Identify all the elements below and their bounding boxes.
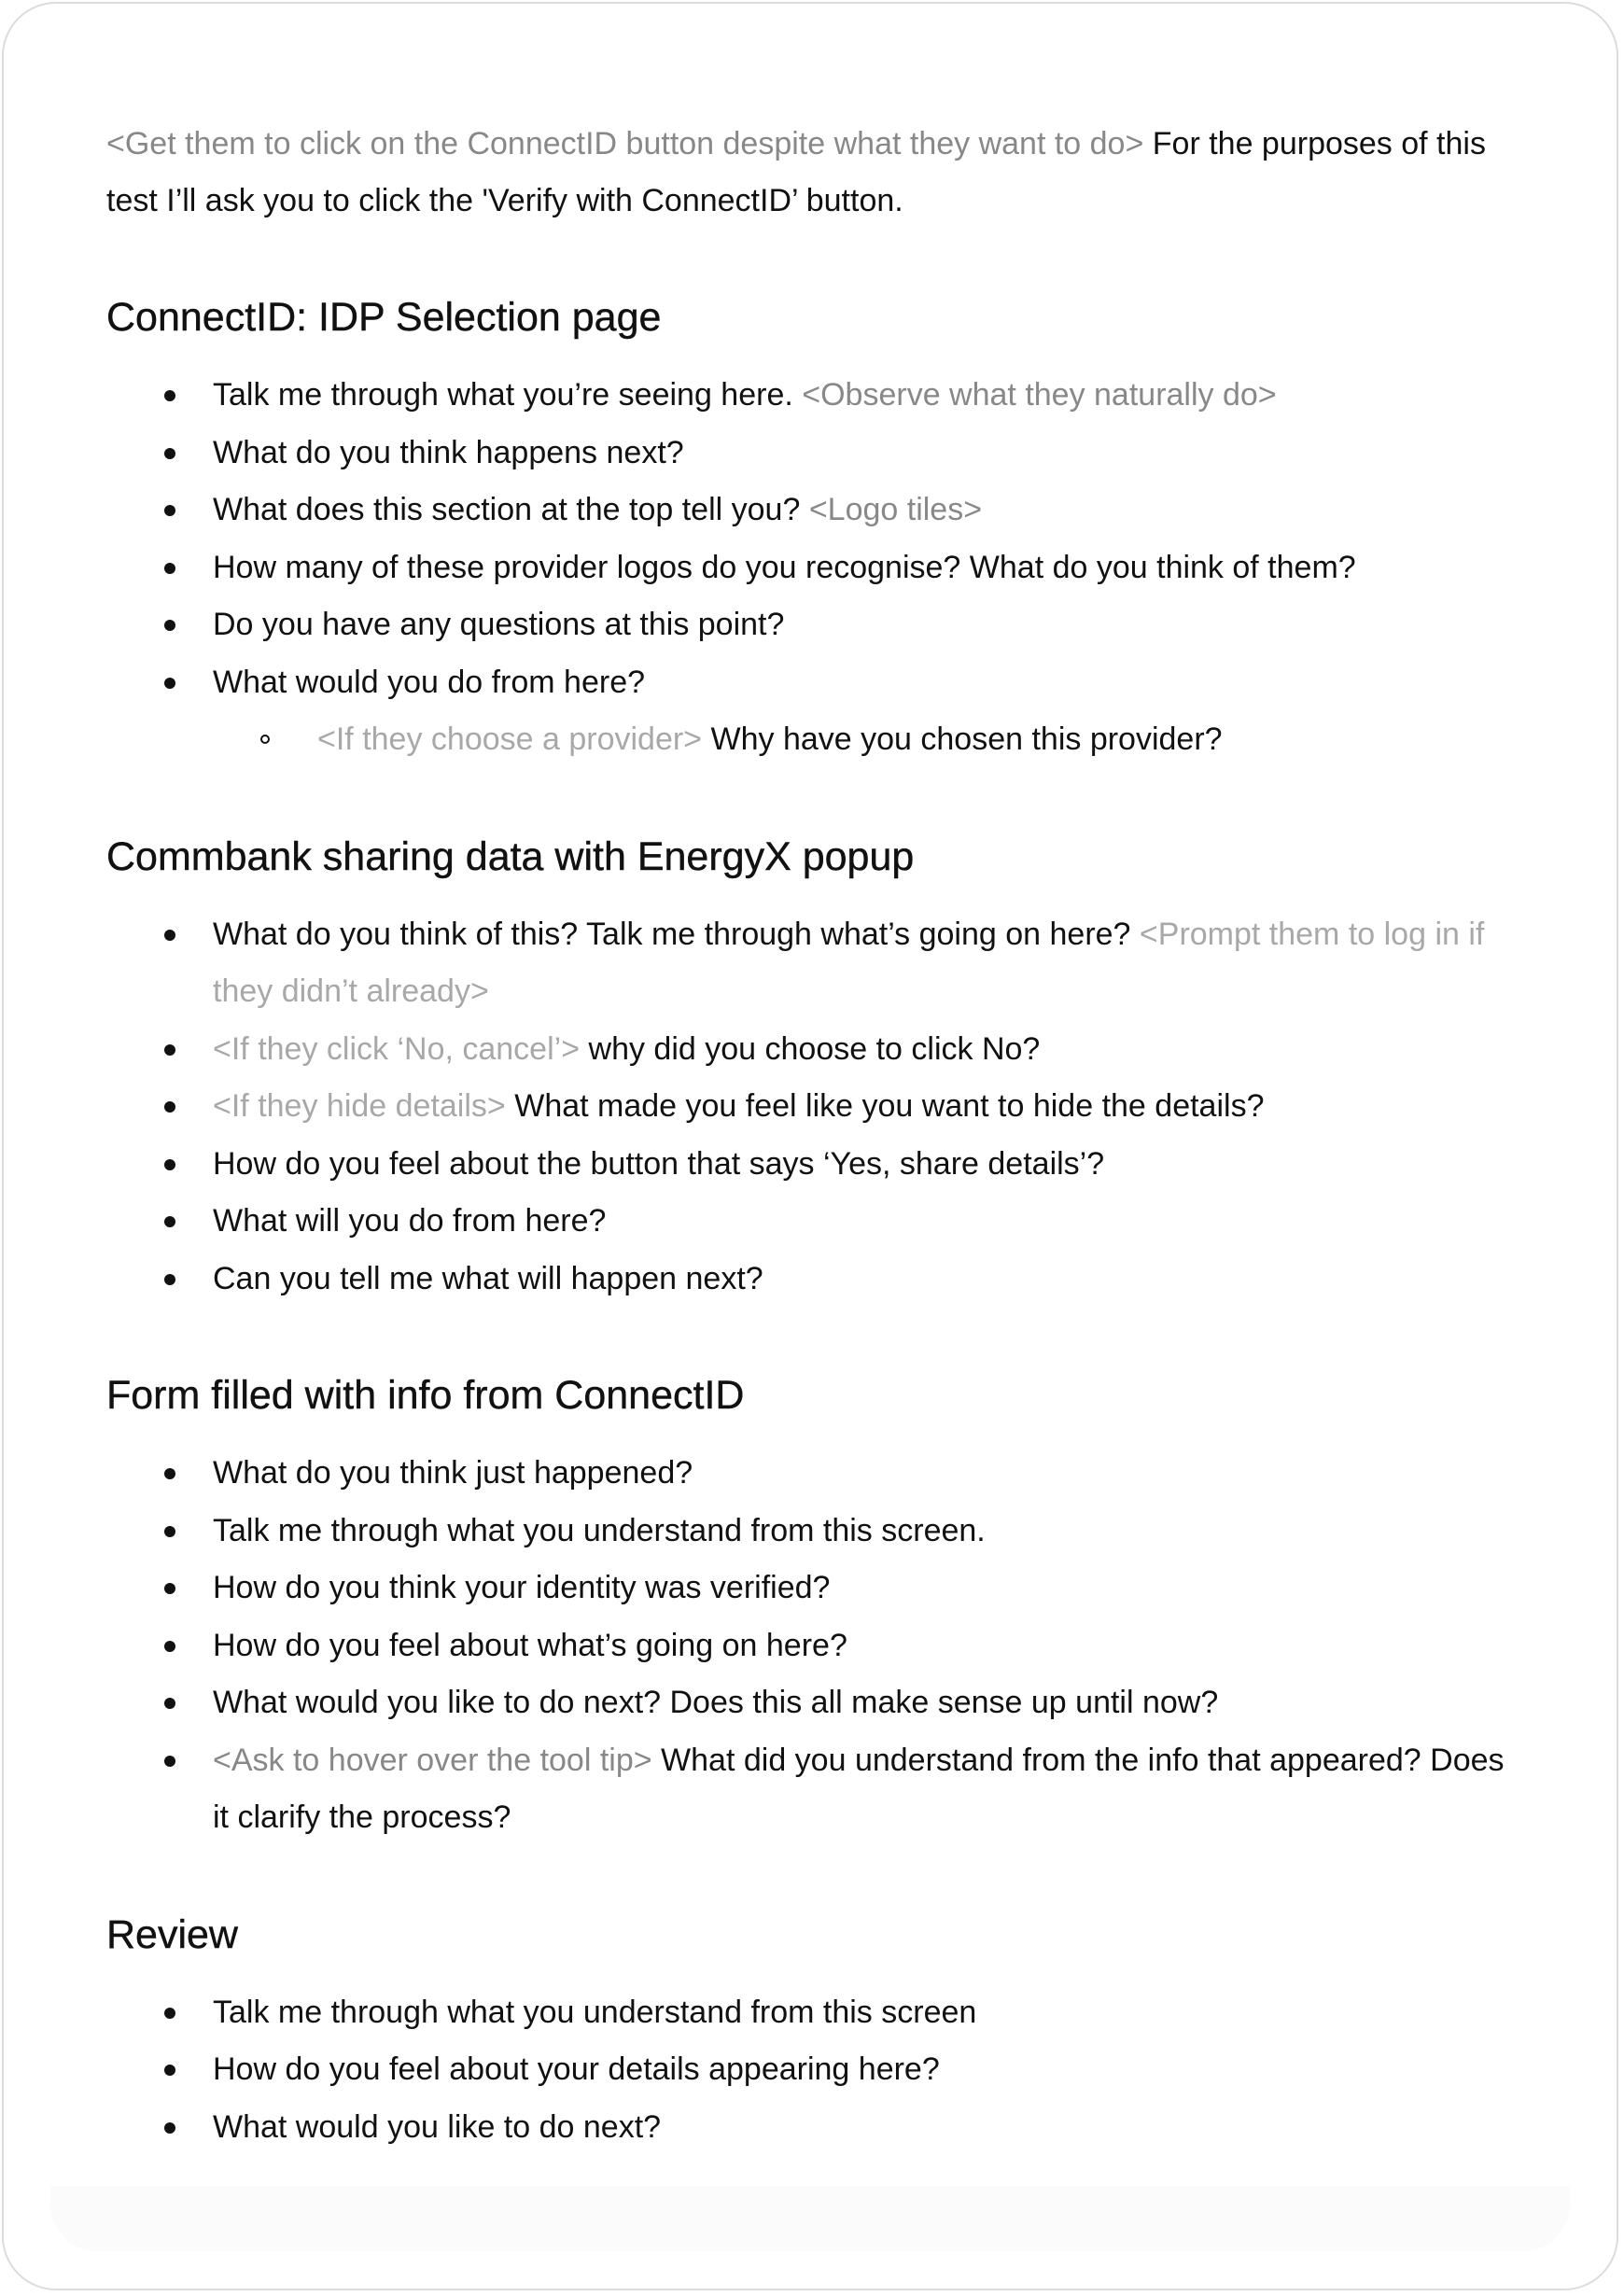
- list-item: <If they hide details> What made you feel like you want to hide the details?: [106, 1078, 1525, 1136]
- bullet-icon: [164, 1159, 175, 1170]
- question-list: [106, 367, 1525, 769]
- list-item: Talk me through what you understand from this screen.: [106, 1503, 1525, 1561]
- list-item: How do you feel about your details appearing here?: [106, 2041, 1525, 2099]
- list-item: Can you tell me what will happen next?: [106, 1251, 1525, 1309]
- list-item: What do you think just happened?: [106, 1445, 1525, 1503]
- bullet-icon: [164, 1101, 175, 1113]
- list-item: What would you do from here? <If they choose a provider> Why have you chosen this provider?: [106, 654, 1525, 769]
- section-review: [106, 1907, 1525, 2157]
- section-title: Form filled with info from ConnectID: [106, 1373, 745, 1418]
- document-card: [2, 2, 1618, 2290]
- bullet-icon: [164, 1216, 175, 1227]
- list-item: How do you think your identity was verified?: [106, 1560, 1525, 1617]
- question-list: [106, 1984, 1525, 2157]
- bullet-icon: [164, 1526, 175, 1537]
- bullet-icon: [164, 1641, 175, 1652]
- list-item: What would you like to do next?: [106, 2099, 1525, 2157]
- bullet-icon: [164, 1698, 175, 1709]
- list-item: <Ask to hover over the tool tip> What did you understand from the info that appeared? Does it clarify the process?: [106, 1732, 1525, 1847]
- question-list: [106, 1445, 1525, 1847]
- sub-list-item: <If they choose a provider> Why have you chosen this provider?: [213, 711, 1525, 769]
- list-item: <If they click ‘No, cancel’> why did you choose to click No?: [106, 1021, 1525, 1079]
- list-item: Do you have any questions at this point?: [106, 596, 1525, 654]
- bullet-icon: [164, 1274, 175, 1285]
- bullet-icon: [164, 930, 175, 941]
- list-item: What would you like to do next? Does this all make sense up until now?: [106, 1674, 1525, 1732]
- question-list: [106, 906, 1525, 1309]
- section-title: ConnectID: IDP Selection page: [106, 295, 662, 340]
- bullet-icon: [164, 1756, 175, 1767]
- bullet-icon: [164, 1583, 175, 1594]
- section-form-filled: [106, 1367, 1525, 1847]
- list-item: What do you think happens next?: [106, 425, 1525, 483]
- hollow-bullet-icon: [260, 735, 270, 744]
- bullet-icon: [164, 563, 175, 574]
- list-item: How do you feel about what’s going on here?: [106, 1617, 1525, 1675]
- bullet-icon: [164, 2008, 175, 2019]
- document-content: [106, 116, 1525, 2156]
- intro-hint: <Get them to click on the ConnectID button despite what they want to do>: [106, 126, 1144, 161]
- bullet-icon: [164, 1468, 175, 1479]
- bullet-icon: [164, 390, 175, 401]
- list-item: What does this section at the top tell you? <Logo tiles>: [106, 482, 1525, 539]
- bullet-icon: [164, 678, 175, 689]
- list-item: What do you think of this? Talk me through what’s going on here? <Prompt them to log in if they didn’t already>: [106, 906, 1525, 1021]
- bullet-icon: [164, 620, 175, 631]
- bullet-icon: [164, 1044, 175, 1056]
- bullet-icon: [164, 2065, 175, 2076]
- list-item: How do you feel about the button that says ‘Yes, share details’?: [106, 1136, 1525, 1194]
- intro-paragraph: [106, 116, 1525, 230]
- sub-list: [213, 711, 1525, 769]
- intro-text: For the purposes of this test I’ll ask you to click the 'Verify with ConnectID’ button.: [106, 126, 1486, 218]
- bullet-icon: [164, 505, 175, 516]
- section-title: Commbank sharing data with EnergyX popup: [106, 833, 915, 879]
- section-title: Review: [106, 1911, 238, 1957]
- list-item: Talk me through what you understand from this screen: [106, 1984, 1525, 2042]
- list-item: How many of these provider logos do you recognise? What do you think of them?: [106, 539, 1525, 597]
- card-bottom-shade: [50, 2186, 1570, 2251]
- bullet-icon: [164, 2122, 175, 2134]
- list-item: Talk me through what you’re seeing here. <Observe what they naturally do>: [106, 367, 1525, 425]
- section-commbank-popup: [106, 829, 1525, 1309]
- section-idp-selection: [106, 289, 1525, 769]
- bullet-icon: [164, 448, 175, 459]
- list-item: What will you do from here?: [106, 1193, 1525, 1251]
